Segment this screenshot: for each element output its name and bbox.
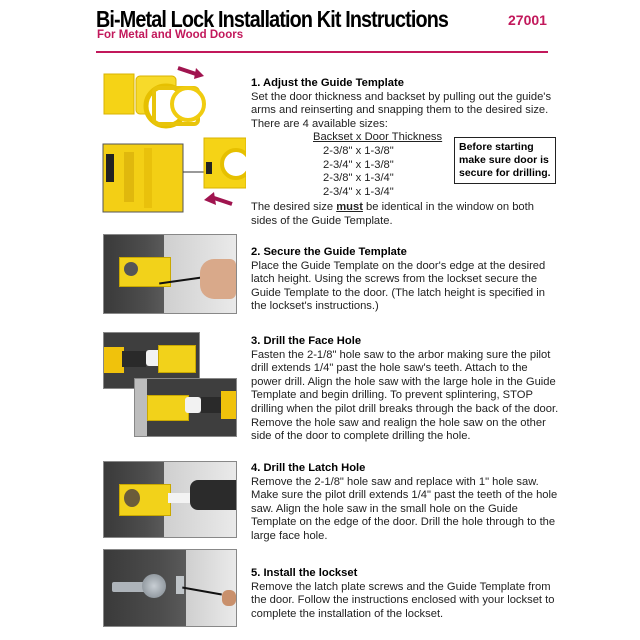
drill-body — [201, 397, 223, 413]
warning-line: Before starting — [459, 141, 534, 153]
step-2-body: Place the Guide Template on the door's edge at the desired latch height. Using the screws from the lockset secure the Guide Template to the door. (The latch height is specified in the lockset's instructions.) — [251, 259, 546, 313]
hand-icon — [200, 259, 236, 299]
page-subtitle: For Metal and Wood Doors — [97, 29, 244, 41]
lock-rosette-icon — [142, 574, 166, 598]
note-text: be identical in the window on both sides of the Guide Template. — [251, 201, 534, 227]
step-1-heading: 1. Adjust the Guide Template — [251, 77, 404, 89]
guide-template-icon — [147, 395, 189, 421]
face-hole-icon — [124, 489, 140, 507]
step-5 — [251, 567, 561, 621]
note-emphasis: must — [336, 201, 363, 214]
note-text: The desired size — [251, 201, 337, 214]
step-5-heading: 5. Install the lockset — [251, 567, 358, 579]
step-4-body: Remove the 2-1/8" hole saw and replace with 1" hole saw. Make sure the pilot drill extends 1/4" past the teeth of the hole saw. Align the hole saw in the small hole on the Guide Template on the edge of the door. Drill the hole through to the large face hole. — [251, 475, 558, 542]
step-4-heading: 4. Drill the Latch Hole — [251, 462, 366, 474]
drill-icon — [221, 391, 236, 419]
size-option: 2-3/8" x 1-3/8" — [323, 144, 394, 157]
step-3 — [251, 335, 561, 444]
step-1-body: Set the door thickness and backset by pulling out the guide's arms and reinserting and snapping them to the desired size. There are 4 available sizes: — [251, 90, 552, 130]
step-4 — [251, 462, 561, 544]
drill-icon — [190, 480, 236, 510]
size-option: 2-3/8" x 1-3/4" — [323, 172, 394, 185]
step-5-body: Remove the latch plate screws and the Guide Template from the door. Follow the instructions enclosed with your lockset to complete the installation of the lockset. — [251, 580, 555, 620]
hole-saw-icon — [185, 397, 201, 413]
size-option: 2-3/4" x 1-3/8" — [323, 158, 394, 171]
part-number: 27001 — [508, 12, 547, 28]
guide-template-icon — [158, 345, 196, 373]
step3-photo-2 — [134, 378, 237, 437]
guide-template-icon — [96, 64, 246, 214]
drill-body — [122, 351, 146, 367]
latch-plate-icon — [176, 576, 184, 594]
safety-warning-box — [454, 137, 556, 184]
step-2-heading: 2. Secure the Guide Template — [251, 246, 407, 258]
drill-icon — [104, 347, 124, 373]
step2-photo — [103, 234, 237, 314]
lever-handle-icon — [112, 582, 146, 592]
face-hole-icon — [124, 262, 138, 276]
warning-line: make sure door is — [459, 154, 549, 166]
hand-icon — [222, 590, 236, 606]
step5-photo — [103, 549, 237, 627]
page-title: Bi-Metal Lock Installation Kit Instructions — [96, 6, 449, 32]
step-2 — [251, 246, 561, 314]
size-option: 2-3/4" x 1-3/4" — [323, 185, 394, 198]
step-3-body: Fasten the 2-1/8" hole saw to the arbor making sure the pilot drill extends 1/4" past the hole saw's teeth. Attach to the power drill. Align the hole saw with the large hole in the Guide Template and begin drilling. To prevent splintering, STOP drilling when the pilot drill breaks through the back of the door. Remove the hole saw and realign the hole saw on the other side of the door to complete drilling the hole. — [251, 348, 559, 443]
step1-illustration — [96, 64, 246, 214]
warning-line: secure for drilling. — [459, 167, 551, 179]
hole-saw-icon — [168, 493, 192, 503]
step4-photo — [103, 461, 237, 538]
step-3-heading: 3. Drill the Face Hole — [251, 335, 362, 347]
sizes-header: Backset x Door Thickness — [313, 131, 443, 144]
header-divider — [96, 51, 548, 53]
size-note — [251, 201, 561, 228]
